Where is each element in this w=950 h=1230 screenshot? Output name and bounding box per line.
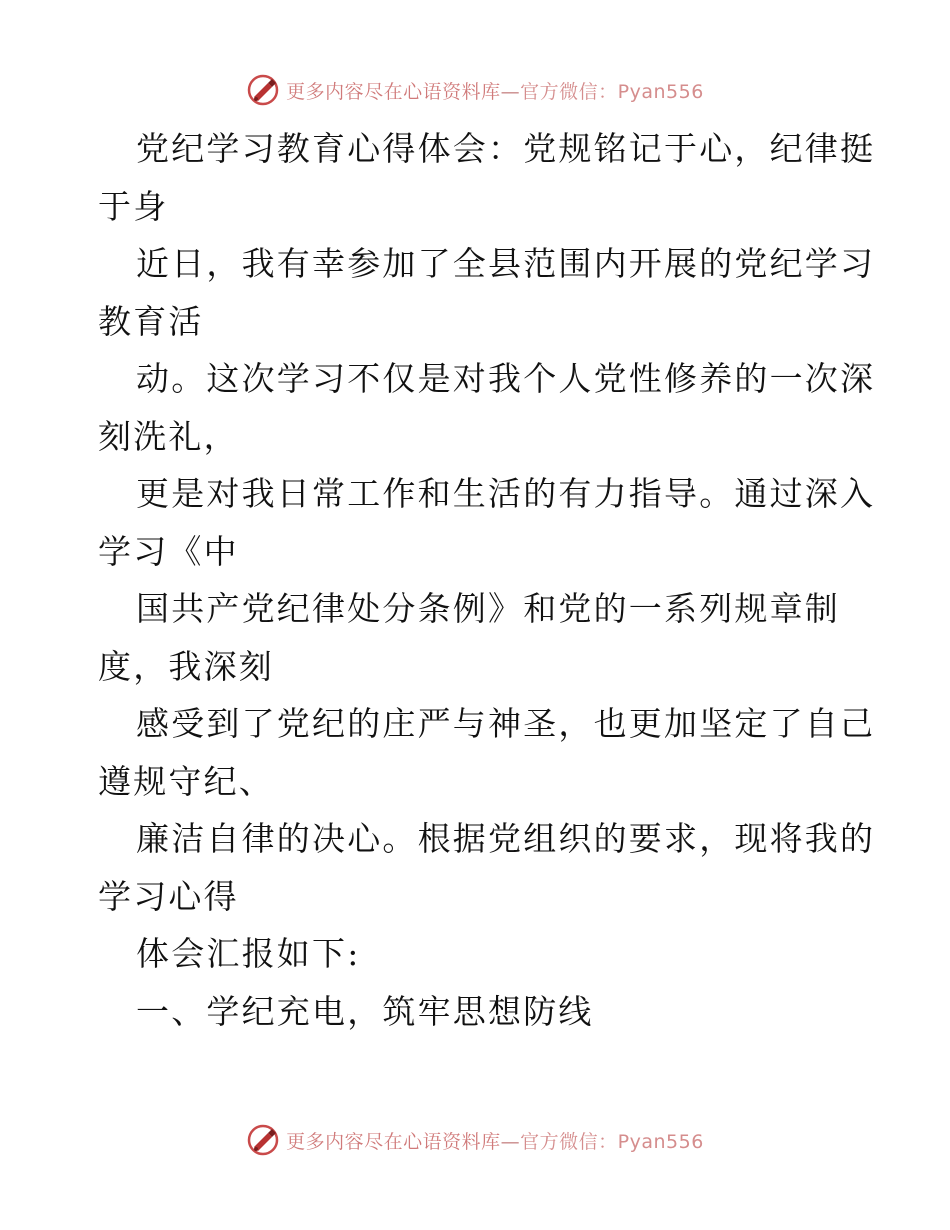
- footer-banner-separator: —: [500, 1130, 521, 1153]
- text-line: 体会汇报如下:: [136, 934, 361, 973]
- footer-banner-title: 更多内容尽在心语资料库: [286, 1130, 501, 1153]
- text-line: 近日，我有幸参加了全县范围内开展的党纪学习: [136, 244, 876, 283]
- text-line: 刻洗礼，: [98, 416, 239, 456]
- pen-logo-icon: [246, 73, 280, 107]
- text-line: 一、学纪充电，筑牢思想防线: [136, 991, 594, 1031]
- footer-wechat-text: 官方微信：Pyan556: [520, 1130, 704, 1153]
- pen-logo-icon: [246, 1123, 280, 1157]
- text-line: 教育活: [98, 301, 204, 341]
- text-line: 廉洁自律的决心。根据党组织的要求，现将我的: [136, 819, 876, 858]
- text-line: 感受到了党纪的庄严与神圣，也更加坚定了自己: [136, 704, 876, 743]
- header-banner-separator: —: [500, 80, 521, 103]
- text-line: 党纪学习教育心得体会：党规铭记于心，纪律挺: [136, 129, 876, 168]
- header-banner: [0, 70, 950, 110]
- text-line: 更是对我日常工作和生活的有力指导。通过深入: [136, 474, 876, 513]
- text-line: 动。这次学习不仅是对我个人党性修养的一次深: [136, 359, 876, 398]
- text-line: 国共产党纪律处分条例》和党的一系列规章制: [136, 589, 840, 628]
- text-line: 度，我深刻: [98, 646, 274, 686]
- document-body: [98, 120, 876, 1040]
- text-line: 遵规守纪、: [98, 761, 274, 801]
- header-banner-title: 更多内容尽在心语资料库: [286, 80, 501, 103]
- text-line: 学习《中: [98, 531, 239, 571]
- text-line: 于身: [98, 186, 169, 226]
- footer-banner: [0, 1120, 950, 1160]
- header-wechat-text: 官方微信：Pyan556: [520, 80, 704, 103]
- text-line: 学习心得: [98, 876, 239, 916]
